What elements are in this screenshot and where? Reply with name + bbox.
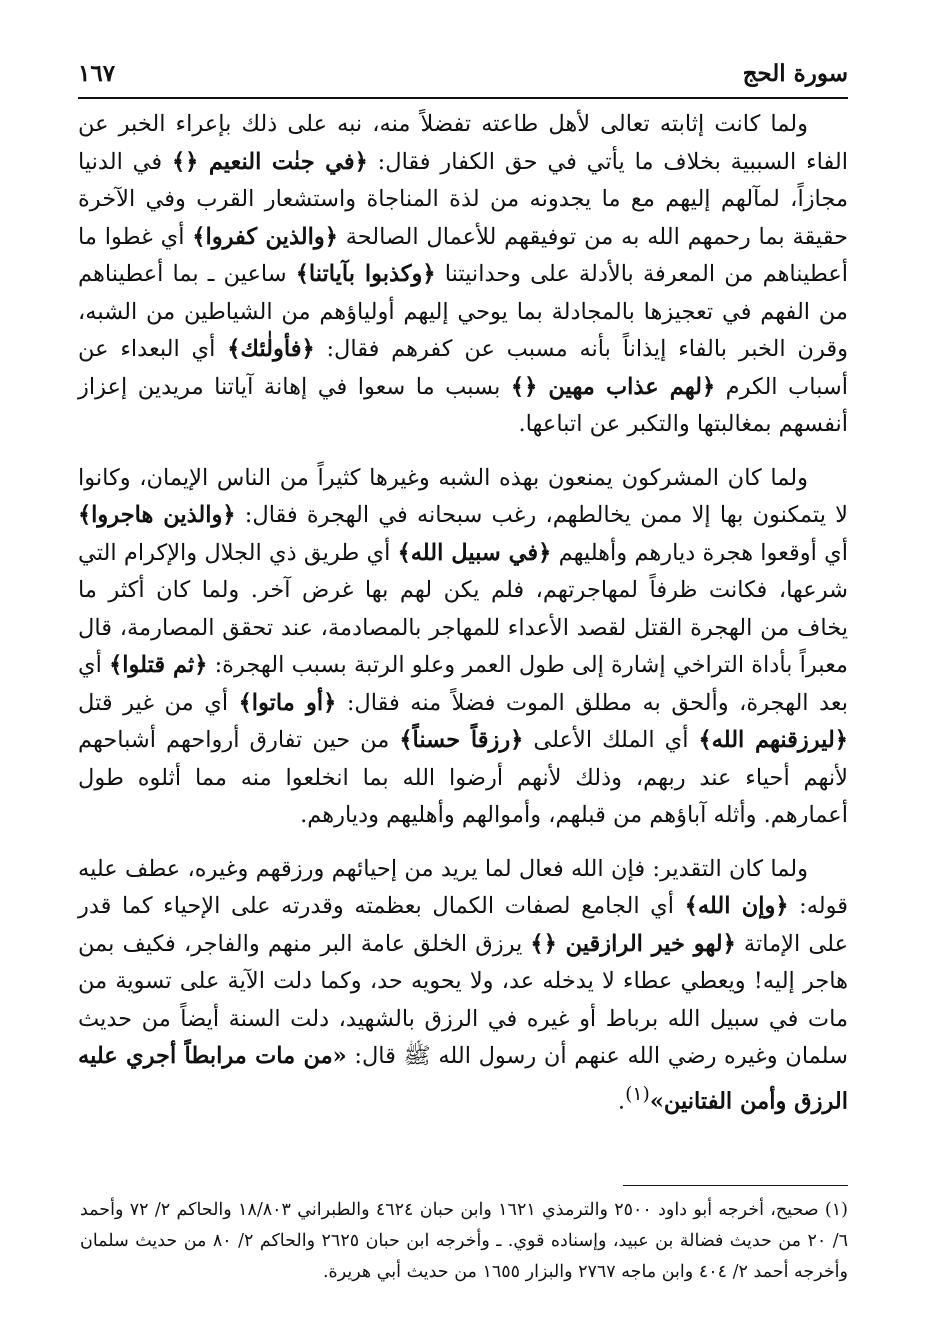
quran-quote: ﴿في جنٰت النعيم ﴿﴾ — [171, 148, 368, 175]
paragraph — [78, 106, 848, 444]
text-segment: ولما كان التقدير: فإن الله فعال لما يريد من إحيائهم ورزقهم وغيره، عطف عليه قوله: — [78, 855, 848, 919]
header-divider — [78, 97, 848, 99]
quran-quote: ﴿وكذبوا بآياتنا﴾ — [295, 261, 436, 287]
text-segment: بسبب ما سعوا في إهانة آياتنا مريدين إعزاز أنفسهم بمغالبتها والتكبر عن اتباعها. — [78, 373, 848, 437]
quran-quote: ﴿والذين هاجروا﴾ — [78, 502, 236, 528]
text-segment: أي من غير قتل — [78, 689, 239, 716]
text-segment: يرزق الخلق عامة البر منهم والفاجر، فكيف بمن هاجر إليه! ويعطي عطاء لا يدخله عد، ولا يحويه حد، وكما دلت الآية على تسوية من مات في سبيل الله برباط أو غيره في الرزق بالشهيد، دلت السنة أيضاً من حديث سلمان وغيره رضي الله عنهم أن رسول الله ﷺ قال: — [78, 930, 848, 1069]
text-segment: أي البعداء عن أسباب الكرم — [78, 336, 848, 400]
quran-quote: ﴿في سبيل الله﴾ — [397, 539, 552, 566]
quran-quote: ﴿فأولٰئك﴾ — [227, 336, 315, 362]
quran-quote: ﴿أو ماتوا﴾ — [238, 689, 337, 716]
footnote-divider — [623, 1185, 848, 1186]
footnotes — [80, 1195, 848, 1288]
paragraph — [78, 460, 848, 835]
quran-quote: ﴿ليرزقنهم الله﴾ — [698, 727, 848, 753]
paragraph — [78, 851, 848, 1121]
text-segment: أي بعد الهجرة، وألحق به مطلق الموت فضلاً منه فقال: — [78, 652, 848, 716]
quran-quote: ﴿وإن الله﴾ — [684, 893, 789, 919]
page-number: ١٦٧ — [78, 60, 116, 87]
text-segment: أي الجامع لصفات الكمال بعظمته وقدرته على الإحياء كما قدر على الإماتة — [78, 893, 848, 957]
text-segment: . — [617, 1088, 626, 1114]
text-segment: ولما كان المشركون يمنعون بهذه الشبه وغيرها كثيراً من الناس الإيمان، وكانوا لا يتمكنون بها إلا ممن يخالطهم، رغب سبحانه في الهجرة فقال: — [78, 464, 848, 528]
main-text — [78, 106, 848, 1121]
quran-quote: ﴿والذين كفروا﴾ — [192, 223, 338, 250]
quran-quote: ﴿ثم قتلوا﴾ — [109, 652, 208, 678]
text-segment: من حين تفارق أرواحهم أشباحهم لأنهم أحياء عند ربهم، وذلك لأنهم أرضوا الله بما انخلعوا منه مما أثلوه طول أعمارهم. وأثله آباؤهم من قبلهم، وأموالهم وأهليهم وديارهم. — [78, 727, 848, 828]
text-segment: أي طريق ذي الجلال والإكرام التي شرعها، فكانت ظرفاً لمهاجرتهم، فلم يكن لهم بها غرض آخر. ولما كان أكثر ما يخاف من الهجرة القتل لقصد الأعداء للمهاجر بالمصادمة، عند تحقق المصارمة، قال معبراً بأداة التراخي إشارة إلى طول العمر وعلو الرتبة بسبب الهجرة: — [78, 539, 848, 678]
footnote-ref: (١) — [625, 1083, 650, 1105]
footnote-1: (١) صحيح، أخرجه أبو داود ٢٥٠٠ والترمذي ١٦٢١ وابن حبان ٤٦٢٤ والطبراني ١٨/٨٠٣ والحاكم ٢/ ٧٢ وأحمد ٦/ ٢٠ من حديث فضالة بن عبيد، وإسناده قوي. ـ وأخرجه ابن حبان ٢٦٢٥ والحاكم ٢/ ٨٠ من حديث سلمان وأخرجه أحمد ٢/ ٤٠٤ وابن ماجه ٢٧٦٧ والبزار ١٦٥٥ من حديث أبي هريرة. — [80, 1200, 848, 1282]
text-segment: أي الملك الأعلى — [523, 727, 699, 753]
text-segment: ساعين ـ بما أعطيناهم من الفهم في تعجيزها بالمجادلة بما يوحي إليهم أولياؤهم من الشياطين من الشبه، وقرن الخبر بالفاء إيذاناً بأنه مسبب عن كفرهم فقال: — [78, 261, 848, 362]
quran-quote: ﴿رزقاً حسناً﴾ — [399, 727, 524, 753]
quran-quote: «من مات مرابطاً أجري عليه الرزق وأمن الفتانين» — [78, 1043, 848, 1114]
surah-title: سورة الحج — [742, 60, 848, 87]
text-segment: أي غطوا ما أعطيناهم من المعرفة بالأدلة على وحدانيتنا — [78, 223, 848, 287]
text-segment: أي أوقعوا هجرة ديارهم وأهليهم — [551, 539, 848, 566]
page-header — [78, 56, 848, 96]
quran-quote: ﴿لهو خير الرازقين ﴿﴾ — [530, 930, 736, 957]
quran-quote: ﴿لهم عذاب مهين ﴿﴾ — [510, 373, 716, 400]
text-segment: في الدنيا مجازاً، لمآلهم إليهم مع ما يجدونه من لذة المناجاة واستشعار القرب وفي الآخرة حقيقة بما رحمهم الله به من توفيقهم للأعمال الصالحة — [78, 148, 849, 250]
text-segment: ولما كانت إثابته تعالى لأهل طاعته تفضلاً منه، نبه على ذلك بإعراء الخبر عن الفاء السببية بخلاف ما يأتي في حق الكفار فقال: — [78, 111, 849, 175]
